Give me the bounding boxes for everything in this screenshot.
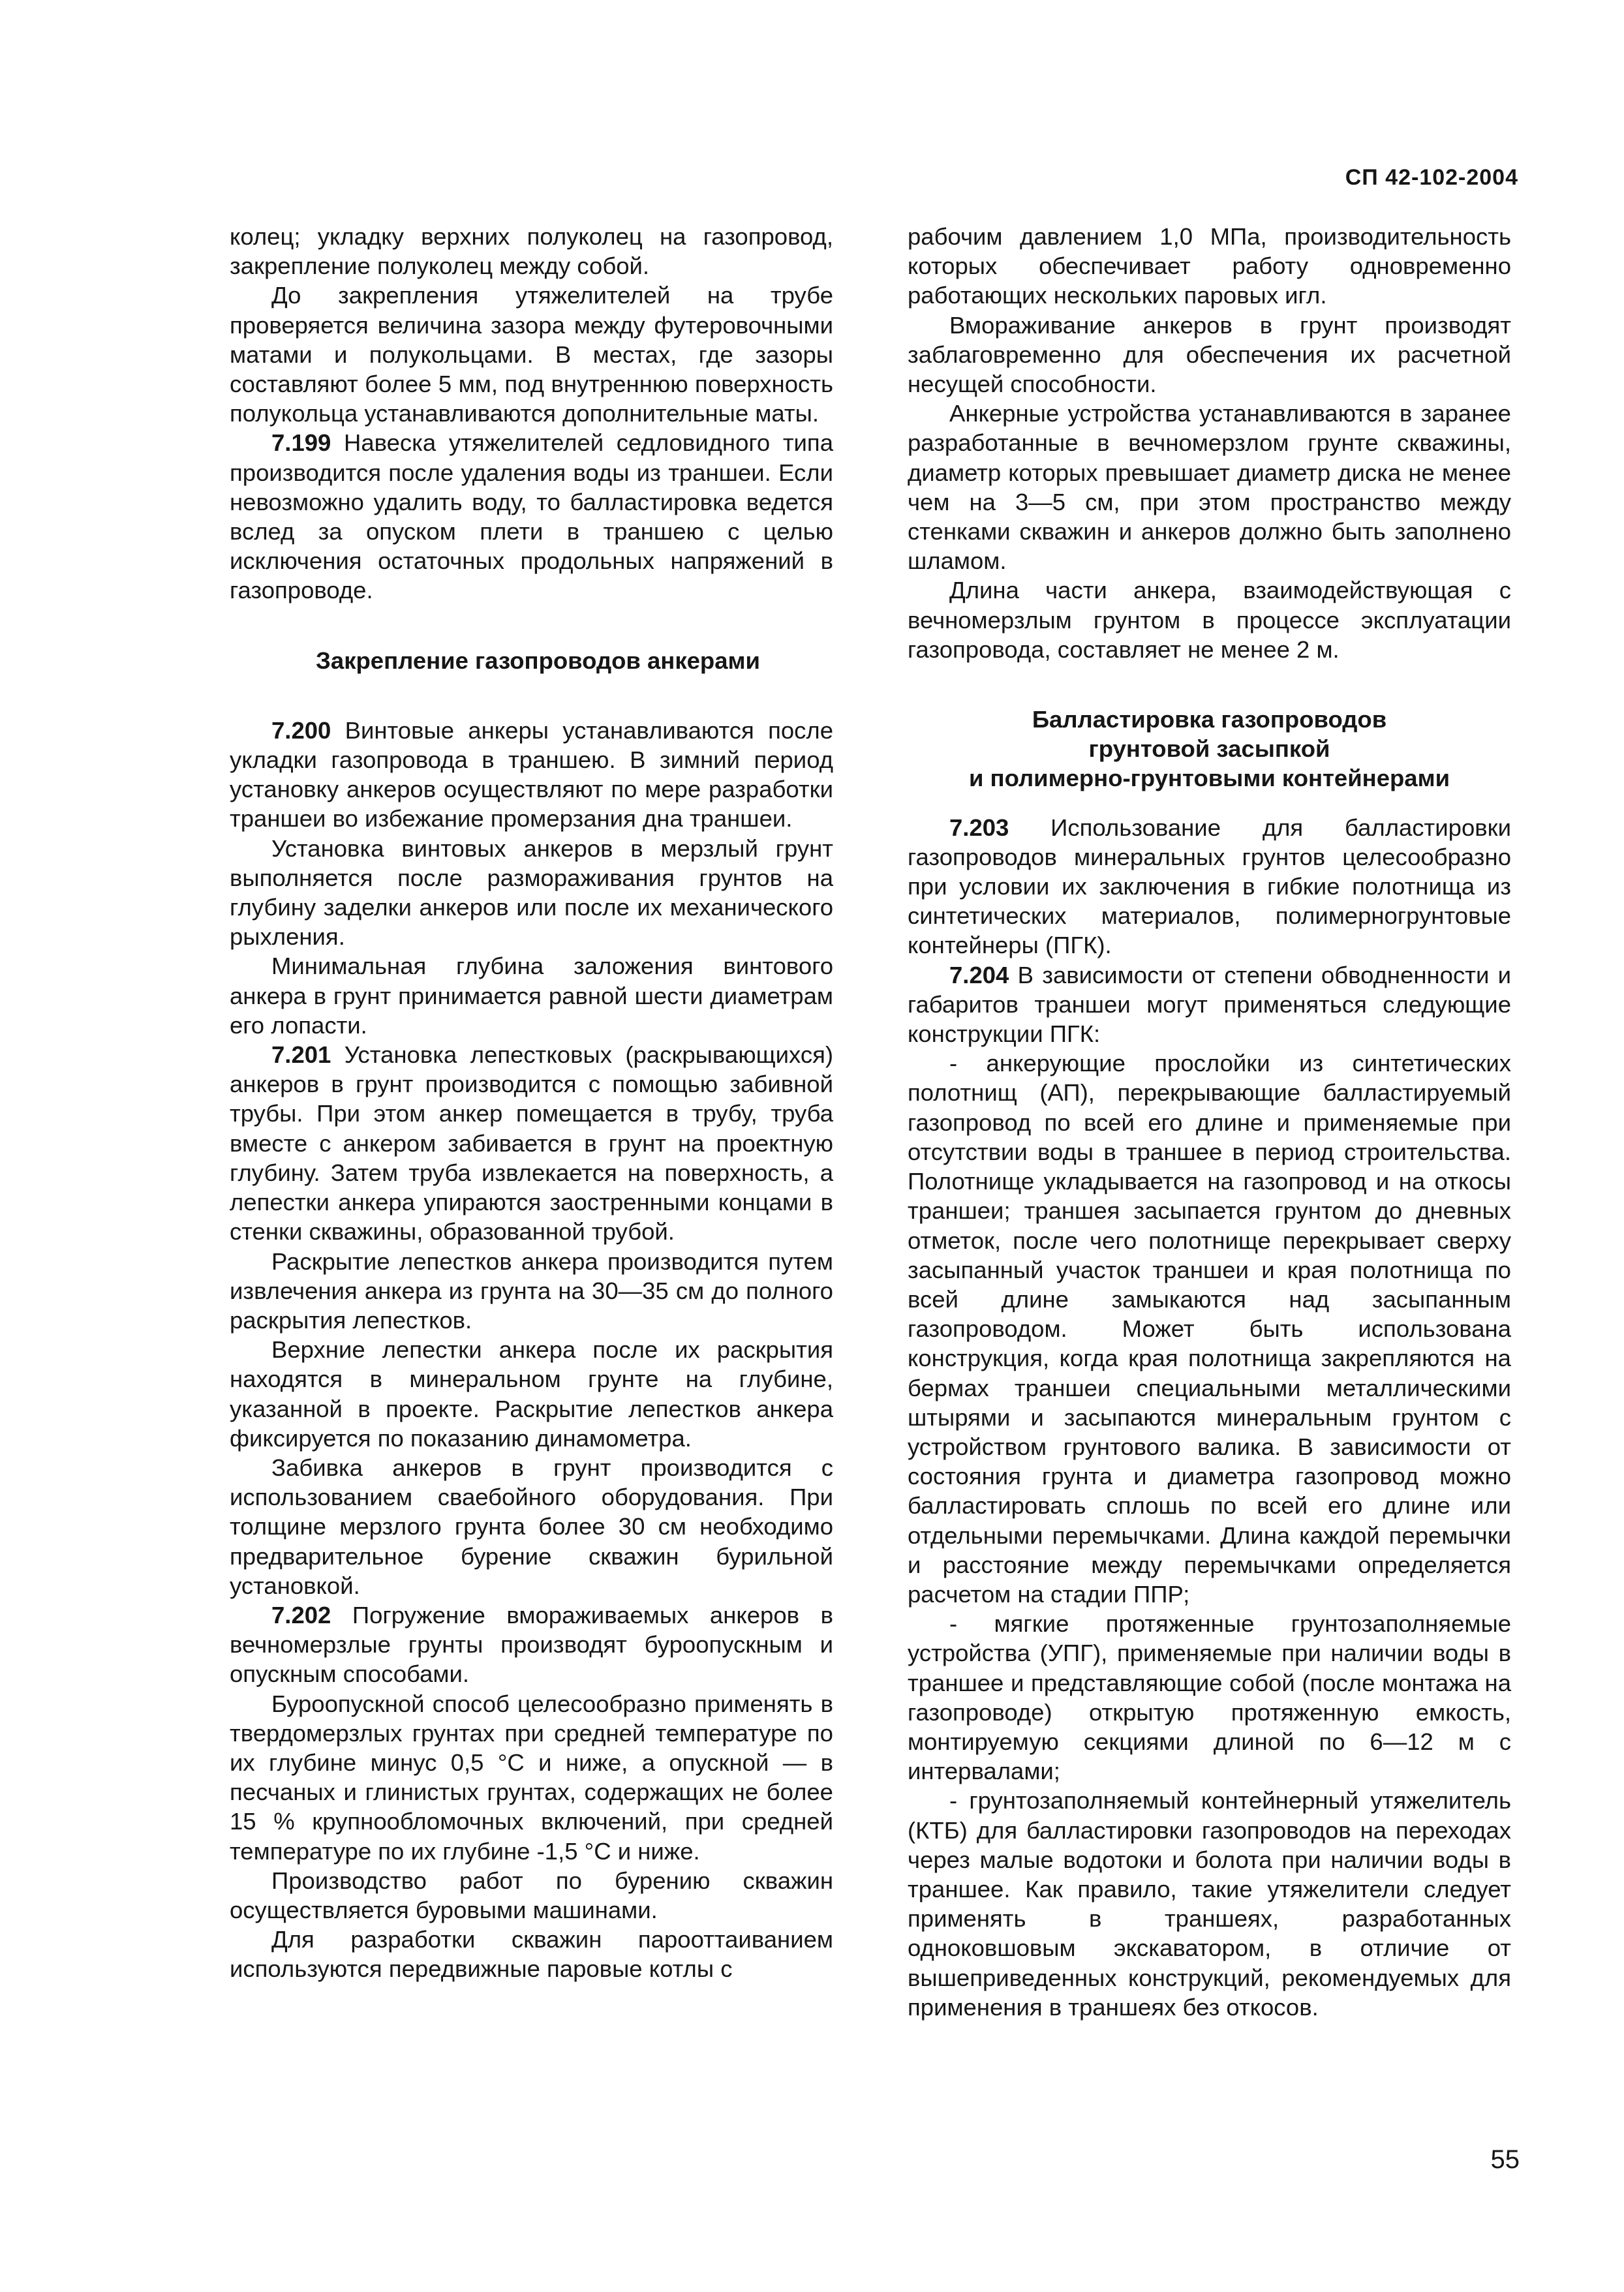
list-item: - мягкие протяженные грунтозаполняемые устройства (УПГ), применяемые при наличии воды в траншее и представляющие собой (после монтажа на газопроводе) открытую протяженную емкость, монтируемую секциями длиной по 6—12 м с интервалами;: [908, 1610, 1511, 1785]
list-item: - анкерующие прослойки из синтетических полотнищ (АП), перекрывающие балластируемый газопровод по всей его длине и применяемые при отсутствии воды в траншее в период строительства. Полотнище укладывается на газопровод и на откосы траншеи; траншея засыпается грунтом до дневных отметок, после чего полотнище перекрывает сверху засыпанный участок траншеи и края полотнища по всей длине замыкаются над засыпанным газопроводом. Может быть использована конструкция, когда края полотнища закрепляются на бермах траншеи специальными металлическими штырями и засыпаются минеральным грунтом с устройством грунтового валика. В зависимости от состояния грунта и диаметра газопровод можно балластировать сплошь по всей его длине или отдельными перемычками. Длина каждой перемычки и расстояние между перемычками определяется расчетом на стадии ППР;: [908, 1050, 1511, 1608]
paragraph-text: Использование для балластировки газопроводов минеральных грунтов целесообразно при условии их заключения в гибкие полотнища из синтетических материалов, полимерногрунтовые контейнеры (ПГК).: [908, 814, 1511, 959]
paragraph: Забивка анкеров в грунт производится с использованием сваебойного оборудования. При толщине мерзлого грунта более 30 см необходимо предварительное бурение скважин бурильной установкой.: [230, 1454, 833, 1599]
page-number: 55: [1490, 2145, 1520, 2174]
paragraph: Анкерные устройства устанавливаются в заранее разработанные в вечномерзлом грунте скважины, диаметр которых превышает диаметр диска не менее чем на 3—5 см, при этом пространство между стенками скважин и анкеров должно быть заполнено шламом.: [908, 400, 1511, 575]
heading-line: грунтовой засыпкой: [1088, 735, 1330, 763]
section-heading: Закрепление газопроводов анкерами: [316, 647, 760, 674]
paragraph-7-204: [908, 960, 1511, 1049]
paragraph: Для разработки скважин парооттаиванием используются передвижные паровые котлы с: [230, 1926, 833, 1983]
list-item: - грунтозаполняемый контейнерный утяжелитель (КТБ) для балластировки газопроводов на переходах через малые водотоки и болота при наличии воды в траншее. Как правило, такие утяжелители следует применять в траншеях, разработанных одноковшовым экскаватором, в отличие от вышеприведенных конструкций, рекомендуемых для применения в траншеях без откосов.: [908, 1787, 1511, 2021]
paragraph: До закрепления утяжелителей на трубе проверяется величина зазора между футеровочными матами и полукольцами. В местах, где зазоры составляют более 5 мм, под внутреннюю поверхность полукольца устанавливаются дополнительные маты.: [230, 282, 833, 427]
paragraph-text: В зависимости от степени обводненности и габаритов траншеи могут применяться следующие конструкции ПГК:: [908, 961, 1511, 1048]
paragraph: Производство работ по бурению скважин осуществляется буровыми машинами.: [230, 1867, 833, 1923]
clause-number: 7.200: [271, 716, 331, 744]
clause-number: 7.201: [271, 1041, 331, 1069]
paragraph-7-202: [230, 1600, 833, 1689]
clause-number: 7.202: [271, 1601, 331, 1628]
paragraph-text: Навеска утяжелителей седловидного типа производится после удаления воды из траншеи. Если невозможно удалить воду, то балластировка ведется вслед за опуском плети в траншею с целью исключения остаточных продольных напряжений в газопроводе.: [230, 429, 833, 604]
paragraph-7-201: [230, 1040, 833, 1246]
paragraph: Буроопускной способ целесообразно применять в твердомерзлых грунтах при средней температуре по их глубине минус 0,5 °С и ниже, а опускной — в песчаных и глинистых грунтах, содержащих не более 15 % крупнообломочных включений, при средней температуре по их глубине -1,5 °С и ниже.: [230, 1690, 833, 1865]
paragraph: Вмораживание анкеров в грунт производят заблаговременно для обеспечения их расчетной несущей способности.: [908, 311, 1511, 398]
paragraph-7-200: [230, 716, 833, 834]
heading-line: и полимерно-грунтовыми контейнерами: [968, 765, 1450, 792]
document-code: СП 42-102-2004: [1345, 165, 1518, 190]
paragraph-text: Установка лепестковых (раскрывающихся) анкеров в грунт производится с помощью забивной трубы. При этом анкер помещается в трубу, труба вместе с анкером забивается в грунт на проектную глубину. Затем труба извлекается на поверхность, а лепестки анкера упираются заостренными концами в стенки скважины, образованной трубой.: [230, 1041, 833, 1245]
paragraph-text: Погружение вмораживаемых анкеров в вечномерзлые грунты производят буроопускным и опускным способами.: [230, 1601, 833, 1688]
paragraph-text: Винтовые анкеры устанавливаются после укладки газопровода в траншею. В зимний период установку анкеров осуществляют по мере разработки траншеи во избежание промерзания дна траншеи.: [230, 716, 833, 833]
right-column: [908, 222, 1511, 2022]
paragraph: рабочим давлением 1,0 МПа, производительность которых обеспечивает работу одновременно работающих нескольких паровых игл.: [908, 223, 1511, 309]
left-column: [230, 222, 833, 1984]
paragraph: Установка винтовых анкеров в мерзлый грунт выполняется после размораживания грунтов на глубину заделки анкеров или после их механического рыхления.: [230, 834, 833, 951]
paragraph-7-203: [908, 813, 1511, 960]
section-heading: [908, 705, 1511, 793]
paragraph: Раскрытие лепестков анкера производится путем извлечения анкера из грунта на 30—35 см до полного раскрытия лепестков.: [230, 1247, 833, 1334]
heading-line: Балластировка газопроводов: [1032, 706, 1387, 733]
clause-number: 7.199: [271, 429, 331, 457]
paragraph-7-199: [230, 428, 833, 605]
paragraph: колец; укладку верхних полуколец на газопровод, закрепление полуколец между собой.: [230, 223, 833, 280]
clause-number: 7.204: [949, 961, 1009, 988]
paragraph: Длина части анкера, взаимодействующая с вечномерзлым грунтом в процессе эксплуатации газопровода, составляет не менее 2 м.: [908, 577, 1511, 663]
clause-number: 7.203: [949, 814, 1009, 841]
paragraph: Верхние лепестки анкера после их раскрытия находятся в минеральном грунте на глубине, указанной в проекте. Раскрытие лепестков анкера фиксируется по показанию динамометра.: [230, 1336, 833, 1452]
paragraph: Минимальная глубина заложения винтового анкера в грунт принимается равной шести диаметрам его лопасти.: [230, 953, 833, 1039]
